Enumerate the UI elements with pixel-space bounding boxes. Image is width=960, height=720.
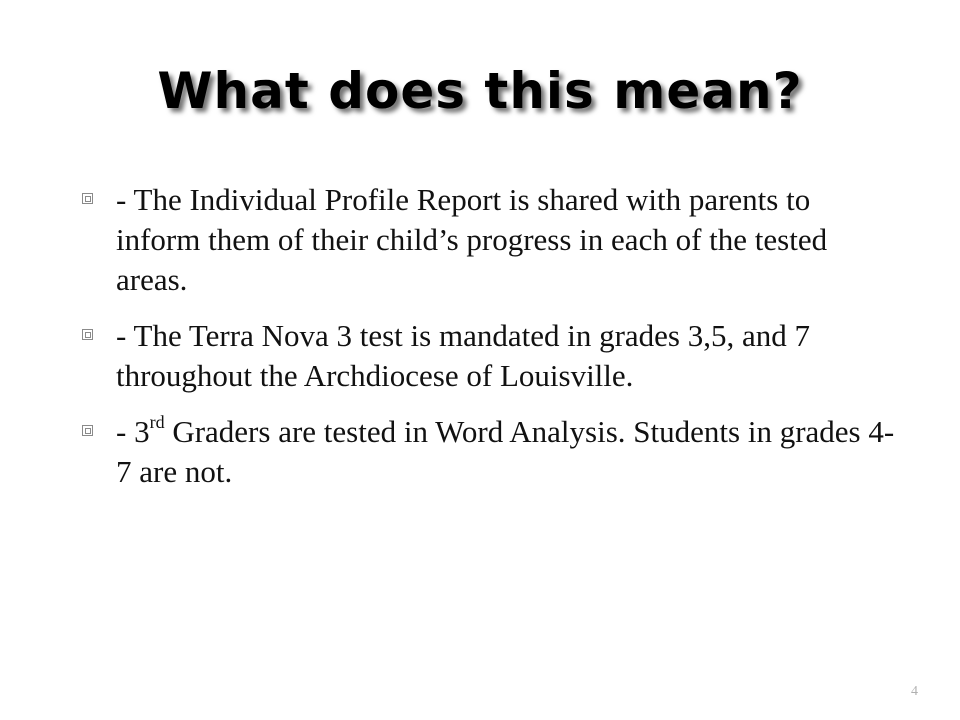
bullet-item (78, 412, 898, 492)
bullet-list (78, 180, 898, 508)
bullet-text-prefix: - 3 (116, 414, 150, 449)
square-bullet-icon (82, 193, 93, 204)
square-bullet-icon (82, 425, 93, 436)
bullet-text-suffix: Graders are tested in Word Analysis. Students in grades 4-7 are not. (116, 414, 895, 489)
bullet-item (78, 180, 898, 300)
slide-number: 4 (911, 684, 918, 699)
slide-title: What does this mean? (157, 62, 803, 120)
bullet-item (78, 316, 898, 396)
bullet-text: - The Individual Profile Report is shared with parents to inform them of their child’s progress in each of the tested areas. (116, 182, 828, 297)
bullet-text-superscript: rd (149, 412, 165, 432)
bullet-text: - The Terra Nova 3 test is mandated in grades 3,5, and 7 throughout the Archdiocese of Louisville. (116, 318, 810, 393)
square-bullet-icon (82, 329, 93, 340)
